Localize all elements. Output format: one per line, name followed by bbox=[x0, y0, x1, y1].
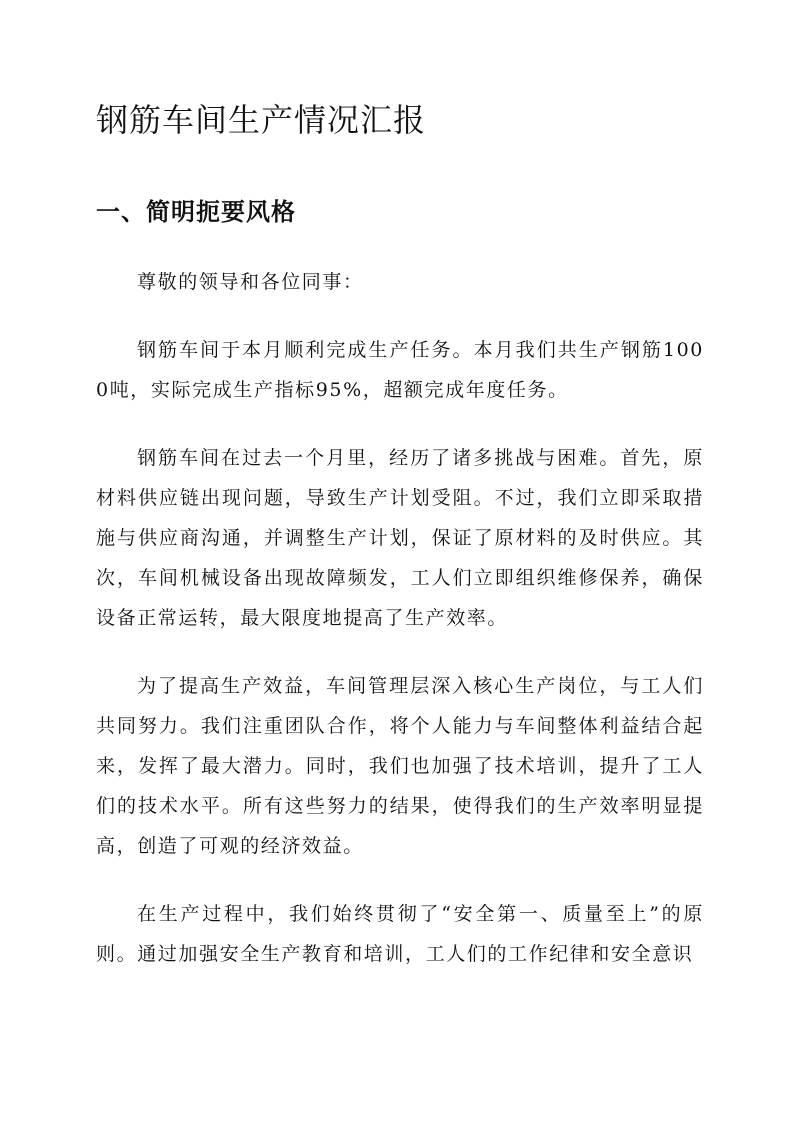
paragraph-safety: 在生产过程中，我们始终贯彻了“安全第一、质量至上”的原则。通过加强安全生产教育和培训，工人们的工作纪律和安全意识 bbox=[96, 903, 704, 965]
paragraph-challenges: 钢筋车间在过去一个月里，经历了诸多挑战与困难。首先，原材料供应链出现问题，导致生产计划受阻。不过，我们立即采取措施与供应商沟通，并调整生产计划，保证了原材料的及时供应。其次，车间机械设备出现故障频发，工人们立即组织维修保养，确保设备正常运转，最大限度地提高了生产效率。 bbox=[96, 447, 704, 629]
document-body bbox=[96, 262, 704, 1002]
paragraph-efficiency: 为了提高生产效益，车间管理层深入核心生产岗位，与工人们共同努力。我们注重团队合作，将个人能力与车间整体利益结合起来，发挥了最大潜力。同时，我们也加强了技术培训，提升了工人们的技术水平。所有这些努力的结果，使得我们的生产效率明显提高，创造了可观的经济效益。 bbox=[96, 675, 704, 857]
paragraph-greeting: 尊敬的领导和各位同事： bbox=[137, 271, 364, 293]
section-heading: 一、简明扼要风格 bbox=[96, 197, 296, 226]
document-title: 钢筋车间生产情况汇报 bbox=[96, 101, 427, 139]
paragraph-summary: 钢筋车间于本月顺利完成生产任务。本月我们共生产钢筋1000吨，实际完成生产指标95%，超额完成年度任务。 bbox=[96, 339, 704, 401]
